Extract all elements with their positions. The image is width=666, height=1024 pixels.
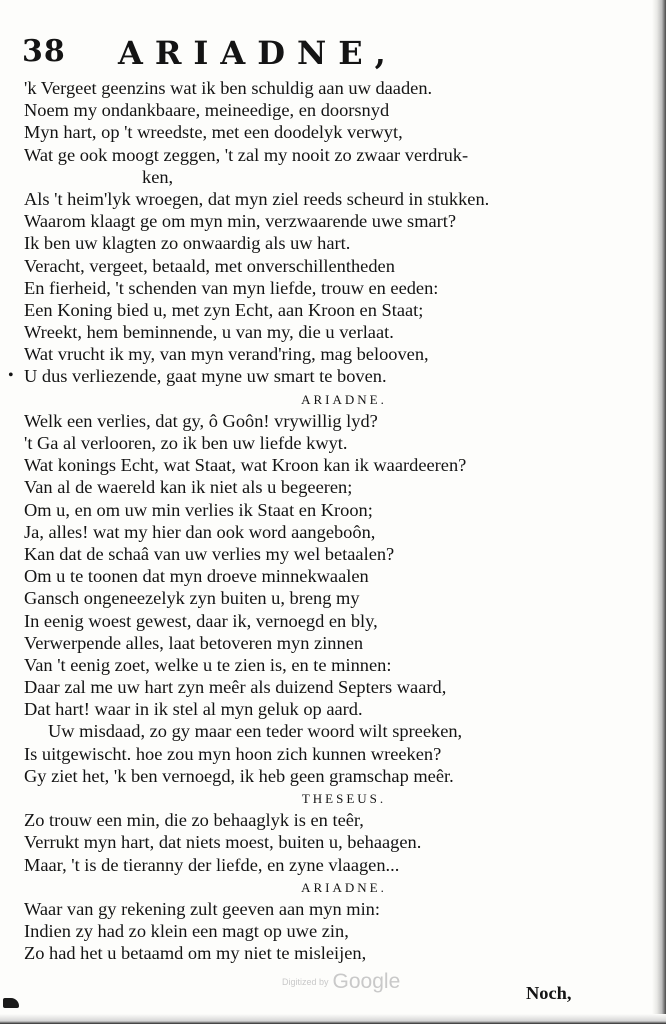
running-title: ARIADNE,	[118, 34, 398, 72]
page-bottom-shadow	[0, 1014, 666, 1024]
verse-line: Wat vrucht ik my, van myn verand'ring, mag belooven,	[24, 344, 429, 365]
watermark-prefix: Digitized by	[282, 977, 329, 987]
verse-line: Noem my ondankbaare, meineedige, en doorsnyd	[24, 100, 390, 121]
verse-line: Is uitgewischt. hoe zou myn hoon zich kunnen wreeken?	[24, 743, 442, 764]
scan-artifact	[3, 998, 19, 1008]
verse-line-text: U dus verliezende, gaat myne uw smart te boven.	[24, 366, 387, 387]
page-edge-shadow	[652, 0, 666, 1024]
verse-line-continuation: ken,	[142, 166, 174, 187]
verse-line: In eenig woest gewest, daar ik, vernoegd en bly,	[24, 610, 378, 631]
page-header	[22, 30, 622, 70]
verse-line: Ik ben uw klagten zo onwaardig als uw hart.	[24, 233, 351, 254]
verse-line-indented: Uw misdaad, zo gy maar een teder woord wilt spreeken,	[48, 721, 463, 742]
verse-line: Indien zy had zo klein een magt op uwe zin,	[24, 921, 349, 942]
verse-line: Kan dat de schaâ van uw verlies my wel betaalen?	[24, 543, 395, 564]
verse-line-marked	[8, 365, 624, 387]
verse-line: Als 't heim'lyk wroegen, dat myn ziel reeds scheurd in stukken.	[24, 188, 490, 209]
verse-line: Zo had het u betaamd om my niet te misleijen,	[24, 943, 367, 964]
verse-line: En fierheid, 't schenden van myn liefde, trouw en eeden:	[24, 277, 439, 298]
speaker-heading: ARIADNE.	[301, 879, 387, 895]
verse-line: Waar van gy rekening zult geeven aan myn min:	[24, 898, 380, 919]
verse-line: Wat konings Echt, wat Staat, wat Kroon kan ik waardeeren?	[24, 455, 467, 476]
speaker-heading: THESEUS.	[301, 791, 387, 806]
verse-line: Om u, en om uw min verlies ik Staat en Kroon;	[24, 499, 373, 520]
verse-line: Verwerpende alles, laat betoveren myn zinnen	[24, 632, 364, 653]
verse-line: Maar, 't is de tieranny der liefde, en zyne vlaagen...	[24, 854, 400, 875]
verse-text	[8, 77, 624, 965]
verse-line: Verrukt myn hart, dat niets moest, buiten u, behaagen.	[24, 832, 422, 853]
verse-line: 'k Vergeet geenzins wat ik ben schuldig aan uw daaden.	[24, 78, 433, 98]
verse-line: Wat ge ook moogt zeggen, 't zal my nooit zo zwaar verdruk-	[24, 144, 469, 165]
verse-line: 't Ga al verlooren, zo ik ben uw liefde kwyt.	[24, 433, 348, 453]
verse-line: Ja, alles! wat my hier dan ook word aangeboôn,	[24, 521, 376, 542]
verse-line: Een Koning bied u, met zyn Echt, aan Kroon en Staat;	[24, 299, 424, 320]
verse-line: Daar zal me uw hart zyn meêr als duizend Septers waard,	[24, 677, 447, 698]
page-number: 38	[22, 34, 66, 69]
verse-line: Veracht, vergeet, betaald, met onverschillentheden	[24, 255, 395, 276]
verse-line: Van 't eenig zoet, welke u te zien is, en te minnen:	[24, 654, 392, 675]
verse-line: Om u te toonen dat myn droeve minnekwaalen	[24, 566, 369, 587]
digitization-watermark	[282, 970, 400, 994]
verse-line: Gy ziet het, 'k ben vernoegd, ik heb geen gramschap meêr.	[24, 765, 454, 786]
speaker-heading: ARIADNE.	[301, 391, 387, 407]
verse-line: Welk een verlies, dat gy, ô Goôn! vrywillig lyd?	[24, 410, 378, 431]
watermark-brand: Google	[332, 970, 401, 993]
verse-line: Zo trouw een min, die zo behaaglyk is en teêr,	[24, 810, 364, 831]
verse-line: Dat hart! waar in ik stel al myn geluk op aard.	[24, 699, 363, 720]
catchword: Noch,	[526, 983, 572, 1003]
verse-line: Myn hart, op 't wreedste, met een doodelyk verwyt,	[24, 122, 403, 143]
verse-line: Gansch ongeneezelyk zyn buiten u, breng my	[24, 588, 360, 609]
verse-line: Van al de waereld kan ik niet als u begeeren;	[24, 477, 353, 498]
margin-mark: •	[8, 367, 14, 385]
verse-line: Waarom klaagt ge om myn min, verzwaarende uwe smart?	[24, 211, 457, 232]
verse-line: Wreekt, hem beminnende, u van my, die u verlaat.	[24, 322, 394, 343]
